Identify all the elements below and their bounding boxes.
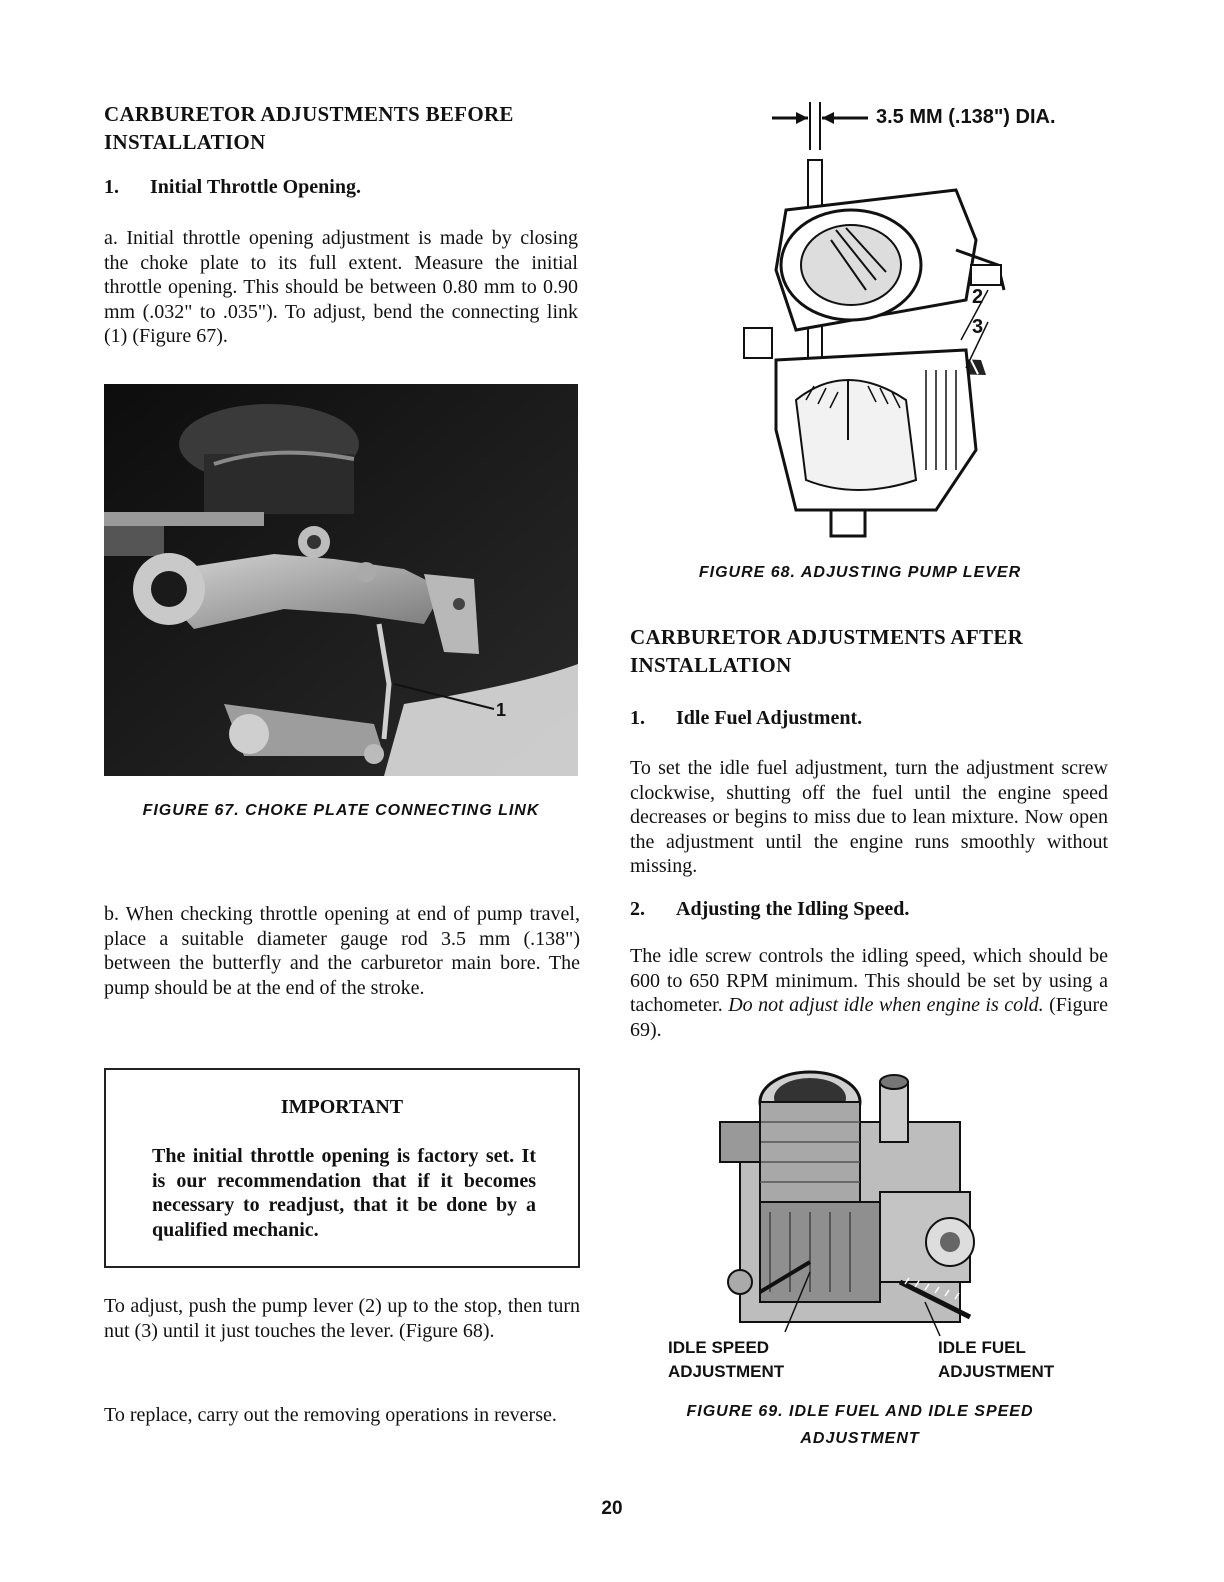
caption-line2: ADJUSTMENT — [800, 1430, 920, 1447]
caption-line1: FIGURE 69. IDLE FUEL AND IDLE SPEED — [686, 1403, 1034, 1420]
idle-speed-figure-ref: (Figure 69). — [630, 994, 1109, 1041]
step-number: 1. — [104, 176, 119, 198]
figure-67-caption: FIGURE 67. CHOKE PLATE CONNECTING LINK — [142, 802, 540, 819]
figure-67-callout-1: 1 — [496, 700, 507, 720]
label-line2: ADJUSTMENT — [668, 1362, 785, 1381]
carburetor-idle-adjustment-illustration — [700, 1062, 990, 1338]
important-text: The initial throttle opening is factory set. It is our recommendation that if it becomes necessary to readjust, that it be done by a qualified mechanic. — [152, 1145, 536, 1241]
label-line2: ADJUSTMENT — [938, 1362, 1055, 1381]
section-heading-line1: CARBURETOR ADJUSTMENTS BEFORE — [104, 102, 514, 126]
important-notice-box — [104, 1068, 580, 1268]
idle-speed-warning: Do not adjust idle when engine is cold. — [728, 994, 1044, 1016]
step-title: Idle Fuel Adjustment. — [676, 707, 863, 729]
paragraph-replace: To replace, carry out the removing operations in reverse. — [104, 1404, 557, 1426]
section-heading-before-installation — [104, 100, 584, 156]
figure-69-label-idle-speed — [668, 1336, 784, 1384]
figure-69-caption — [630, 1398, 1090, 1452]
idle-speed-text: The idle screw controls the idling speed, which should be 600 to 650 RPM minimum. This should be set by using a tachometer. — [630, 945, 1108, 1016]
step-title: Initial Throttle Opening. — [150, 176, 361, 198]
page-number: 20 — [601, 1498, 623, 1519]
section-heading-line1: CARBURETOR ADJUSTMENTS AFTER — [630, 625, 1024, 649]
paragraph-b: b. When checking throttle opening at end of pump travel, place a suitable diameter gauge rod 3.5 mm (.138") between the butterfly and the carburetor main bore. The pump should be at the end of the stroke. — [104, 903, 580, 999]
important-title: IMPORTANT — [280, 1096, 404, 1118]
paragraph-a: a. Initial throttle opening adjustment is made by closing the choke plate to its full extent. Measure the initial throttle opening. This should be between 0.80 mm to 0.90 mm (.032" to .035"). To adjust, bend the connecting link (1) (Figure 67). — [104, 227, 578, 347]
figure-68-dimension-label: 3.5 MM (.138") DIA. — [876, 106, 1056, 128]
paragraph-idle-fuel: To set the idle fuel adjustment, turn the adjustment screw clockwise, shutting off the fuel until the engine speed decreases or begins to miss due to lean mixture. Now open the adjustment until the engine runs smoothly without missing. — [630, 757, 1108, 877]
paragraph-idle-speed — [630, 944, 1108, 1042]
step-initial-throttle-opening — [104, 176, 584, 199]
section-heading-line2: INSTALLATION — [630, 653, 792, 677]
figure-69-label-idle-fuel — [938, 1336, 1054, 1384]
section-heading-line2: INSTALLATION — [104, 130, 266, 154]
figure-68-caption: FIGURE 68. ADJUSTING PUMP LEVER — [698, 564, 1022, 581]
figure-68-callout-3: 3 — [972, 316, 984, 338]
carburetor-linkage-photo-illustration — [104, 384, 578, 776]
section-heading-after-installation — [630, 623, 1110, 679]
figure-69-drawing — [700, 1062, 990, 1338]
figure-67-photo — [104, 384, 578, 776]
step-title: Adjusting the Idling Speed. — [676, 898, 910, 920]
figure-68-drawing — [736, 100, 1096, 540]
step-number: 2. — [630, 898, 645, 920]
paragraph-adjust-pump-lever: To adjust, push the pump lever (2) up to the stop, then turn nut (3) until it just touches the lever. (Figure 68). — [104, 1295, 580, 1342]
step-number: 1. — [630, 707, 645, 729]
step-idle-fuel-adjustment — [630, 707, 1110, 730]
carburetor-pump-lever-illustration — [736, 100, 1096, 540]
figure-68-callout-2: 2 — [972, 286, 984, 308]
label-line1: IDLE FUEL — [938, 1338, 1026, 1357]
label-line1: IDLE SPEED — [668, 1338, 770, 1357]
step-adjusting-idling-speed — [630, 898, 1110, 921]
